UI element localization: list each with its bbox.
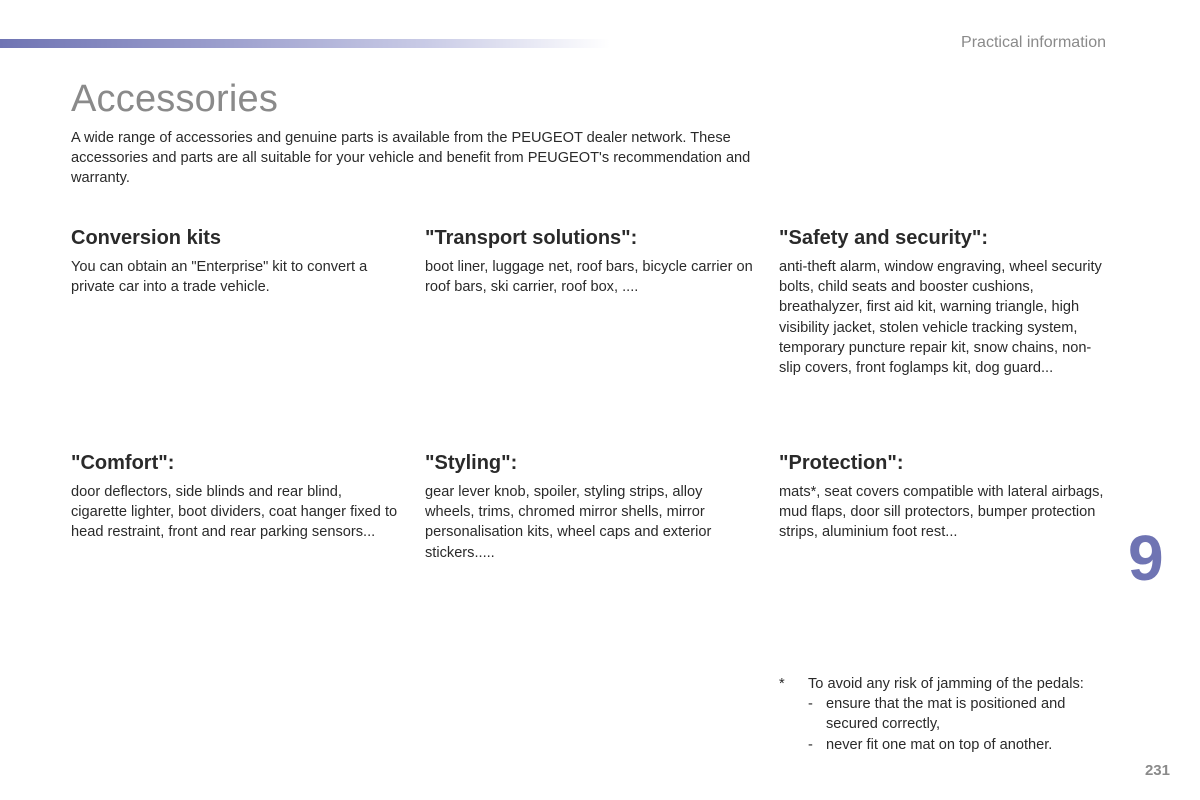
category-heading: Conversion kits — [71, 227, 222, 249]
category-heading: "Safety and security": — [779, 227, 989, 249]
category-heading: "Protection": — [779, 452, 904, 474]
footnote-marker: * — [779, 676, 785, 692]
list-item — [808, 735, 1119, 755]
category-text: You can obtain an "Enterprise" kit to convert a private car into a trade vehicle. — [71, 259, 368, 296]
category-text: gear lever knob, spoiler, styling strips, alloy wheels, trims, chromed mirror shells, mirror personalisation kits, wheel caps and exterior stickers..... — [425, 484, 712, 561]
category-safety-and-security — [779, 226, 1109, 378]
intro-paragraph: A wide range of accessories and genuine parts is available from the PEUGEOT dealer network. These accessories and parts are all suitable for your vehicle and benefit from PEUGEOT's recommendation and warranty. — [71, 130, 751, 187]
section-label: Practical information — [961, 34, 1106, 51]
category-text: boot liner, luggage net, roof bars, bicycle carrier on roof bars, ski carrier, roof box, .... — [425, 259, 753, 296]
dash-bullet: - — [808, 736, 813, 753]
category-heading: "Styling": — [425, 452, 518, 474]
footnote-item: never fit one mat on top of another. — [826, 736, 1053, 753]
category-protection — [779, 451, 1109, 543]
category-styling — [425, 451, 755, 563]
category-text: anti-theft alarm, window engraving, wheel security bolts, child seats and booster cushions, breathalyzer, first aid kit, warning triangle, high visibility jacket, stolen vehicle tracking system, temporary puncture repair kit, snow chains, non-slip covers, front foglamps kit, dog guard... — [779, 259, 1102, 377]
category-text: door deflectors, side blinds and rear blind, cigarette lighter, boot dividers, coat hanger fixed to head restraint, front and rear parking sensors... — [71, 484, 398, 541]
category-conversion-kits — [71, 226, 401, 297]
page-title: Accessories — [71, 78, 279, 120]
page-number: 231 — [1144, 762, 1170, 779]
footnote-intro: To avoid any risk of jamming of the pedals: — [808, 676, 1084, 692]
dash-bullet: - — [808, 696, 813, 713]
chapter-number: 9 — [1128, 522, 1164, 594]
category-heading: "Transport solutions": — [425, 227, 638, 249]
category-transport-solutions — [425, 226, 755, 297]
footnote-item: ensure that the mat is positioned and secured correctly, — [826, 696, 1066, 733]
category-text: mats*, seat covers compatible with lateral airbags, mud flaps, door sill protectors, bumper protection strips, aluminium foot rest... — [779, 484, 1104, 541]
footnote — [779, 674, 1119, 755]
category-heading: "Comfort": — [71, 452, 175, 474]
header-color-bar — [0, 39, 610, 48]
category-comfort — [71, 451, 401, 543]
list-item — [808, 694, 1119, 734]
footnote-list — [779, 694, 1119, 755]
